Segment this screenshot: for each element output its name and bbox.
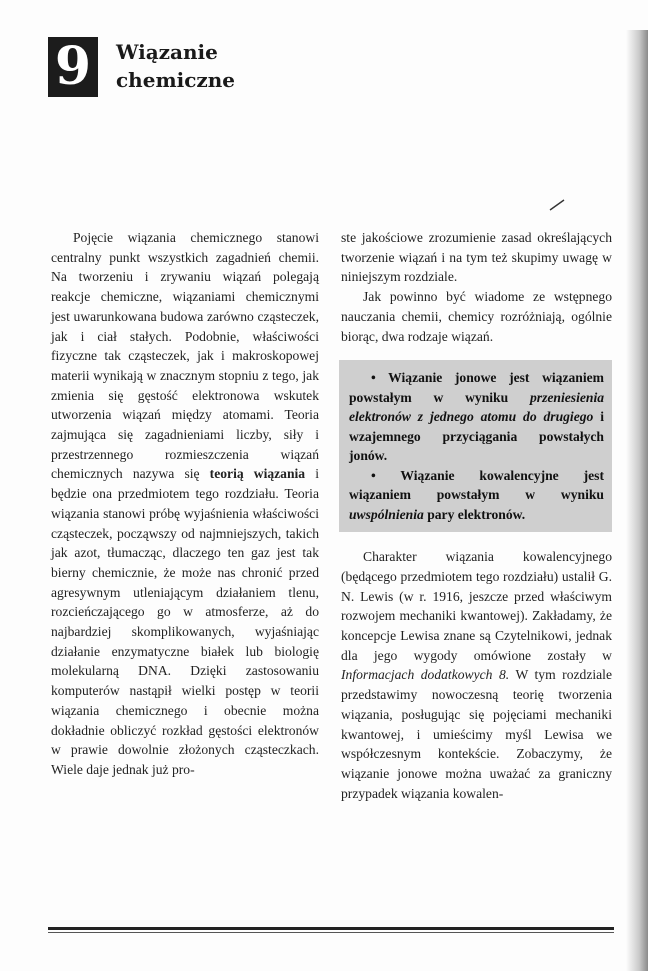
chapter-number-badge (48, 37, 98, 97)
ionic-bond-definition: • Wiązanie jonowe jest wiązaniem powstałym w wyniku przeniesienia elektronów z jednego atomu do drugiego i wzajemnego przyciągania powstałych jonów. (349, 370, 605, 464)
footer-rule-thin (48, 932, 614, 933)
pen-mark-icon (549, 199, 565, 211)
page-edge-shadow (626, 30, 648, 971)
definition-box (339, 360, 612, 532)
bonding-theory-term: teorią wiązania (209, 466, 306, 482)
chapter-title (116, 38, 376, 94)
left-text-column (51, 228, 319, 780)
footer-rule (48, 927, 614, 930)
chapter-title-line2: chemiczne (116, 68, 236, 92)
info-reference: Informacjach dodatkowych 8. (341, 667, 510, 683)
right-text-column (341, 228, 612, 803)
chapter-title-line1: Wiązanie (116, 40, 218, 64)
continued-paragraph: ste jakościowe zrozumienie zasad określających tworzenie wiązań i na tym też skupimy uwagę w niniejszym rozdziale. (341, 230, 612, 285)
covalent-bond-definition: • Wiązanie kowalencyjne jest wiązaniem powstałym w wyniku uwspólnienia pary elektronów. (349, 467, 604, 522)
chapter-number: 9 (54, 36, 92, 97)
intro-paragraph: Pojęcie wiązania chemicznego stanowi centralny punkt wszystkich zagadnień chemii. Na tworzeniu i zrywaniu wiązań polegają reakcje chemiczne, wiązaniami chemicznymi jest uwarunkowana budowa zarówno cząsteczek, jak i ciał stałych. Podobnie, właściwości fizyczne tak cząsteczek, jak i makroskopowej materii wynikają w znacznym stopniu z tego, jak zmienia się gęstość elektronowa wskutek utworzenia wiązań między atomami. Teoria zajmująca się zagadnieniami liczby, siły i przestrzennego rozmieszczenia wiązań chemicznych nazywa się teorią wiązania i będzie ona przedmiotem tego rozdziału. Teoria wiązania stanowi próbę wyjaśnienia właściwości cząsteczek, począwszy od najmniejszych, takich jak azot, tłumacząc, dlaczego ten gaz jest tak bierny chemicznie, że może nas chronić przed agresywnym utleniającym działaniem tlenu, rozcieńczającego go w atmosferze, aż do najbardziej skomplikowanych, wyjaśniając działanie enzymatyczne białek lub biologię molekularną DNA. Dzięki zastosowaniu komputerów nastąpił wielki postęp w teorii wiązania chemicznego i obecnie można dokładnie obliczyć rozkład gęstości elektronów w prawie dowolnie złożonych cząsteczkach. Wiele daje jednak już pro- (51, 230, 320, 777)
lewis-paragraph: Charakter wiązania kowalencyjnego (będącego przedmiotem tego rozdziału) ustalił G. N. Lewis (w r. 1916, jeszcze przed właściwym rozwojem mechaniki kwantowej). Zakładamy, że koncepcje Lewisa znane są Czytelnikowi, jednak dla jego wygody omówione zostały w Informacjach dodatkowych 8. W tym rozdziale przedstawimy nowoczesną teorię tworzenia wiązania, posługując się pojęciami mechaniki kwantowej, i umieścimy myśl Lewisa we współczesnym kontekście. Zobaczymy, że wiązanie jonowe można uważać za graniczny przypadek wiązania kowalen- (341, 549, 612, 801)
bond-types-paragraph: Jak powinno być wiadome ze wstępnego nauczania chemii, chemicy rozróżniają, ogólnie biorąc, dwa rodzaje wiązań. (341, 289, 612, 344)
